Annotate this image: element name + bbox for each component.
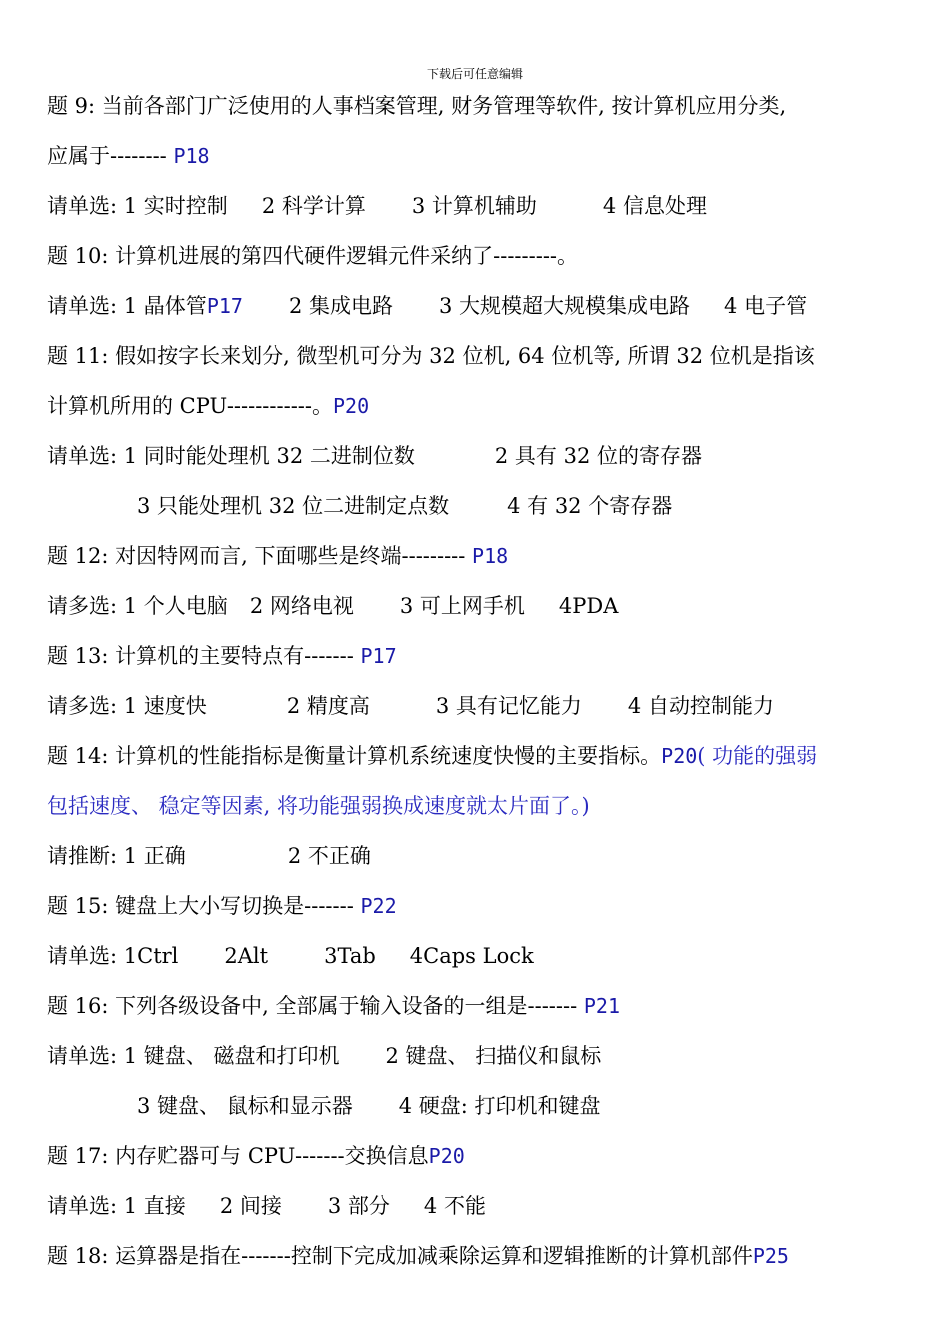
q12-stem: 题 12: 对因特网而言, 下面哪些是终端--------- P18 (47, 544, 509, 568)
q9-options: 请单选: 1 实时控制 2 科学计算 3 计算机辅助 4 信息处理 (47, 194, 707, 218)
q11-page-ref: P20 (332, 394, 370, 418)
q11-options-row2: 3 只能处理机 32 位二进制定点数 4 有 32 个寄存器 (137, 494, 673, 518)
q15-options: 请单选: 1Ctrl 2Alt 3Tab 4Caps Lock (47, 944, 534, 968)
q16-options-row1: 请单选: 1 键盘、 磁盘和打印机 2 键盘、 扫描仪和鼠标 (47, 1044, 602, 1068)
q14-options: 请推断: 1 正确 2 不正确 (47, 844, 371, 868)
q9-stem-line2: 应属于-------- P18 (47, 144, 210, 168)
q18-page-ref: P25 (752, 1244, 789, 1268)
q14-note-part1: ( 功能的强弱 (697, 744, 818, 768)
q9-stem-line1: 题 9: 当前各部门广泛使用的人事档案管理, 财务管理等软件, 按计算机应用分类, (47, 94, 787, 118)
q16-options-row2: 3 键盘、 鼠标和显示器 4 硬盘: 打印机和键盘 (137, 1094, 601, 1118)
q12-page-ref: P18 (472, 544, 509, 568)
q13-page-ref: P17 (360, 644, 397, 668)
q16-page-ref: P21 (583, 994, 620, 1018)
q18-stem: 题 18: 运算器是指在-------控制下完成加减乘除运算和逻辑推断的计算机部件P25 (47, 1244, 789, 1268)
q11-options-row1: 请单选: 1 同时能处理机 32 二进制位数 2 具有 32 位的寄存器 (47, 444, 702, 468)
q16-stem: 题 16: 下列各级设备中, 全部属于输入设备的一组是------- P21 (47, 994, 620, 1018)
q9-page-ref: P18 (173, 144, 210, 168)
q17-options: 请单选: 1 直接 2 间接 3 部分 4 不能 (47, 1194, 486, 1218)
q14-note-part2: 包括速度、 稳定等因素, 将功能强弱换成速度就太片面了。) (47, 794, 590, 818)
q13-options: 请多选: 1 速度快 2 精度高 3 具有记忆能力 4 自动控制能力 (47, 694, 774, 718)
q14-stem-line1: 题 14: 计算机的性能指标是衡量计算机系统速度快慢的主要指标。P20( 功能的强弱 (47, 744, 818, 768)
q17-stem: 题 17: 内存贮器可与 CPU-------交换信息P20 (47, 1144, 465, 1168)
q15-page-ref: P22 (360, 894, 397, 918)
q10-options: 请单选: 1 晶体管P17 2 集成电路 3 大规模超大规模集成电路 4 电子管 (47, 294, 808, 318)
q14-page-ref: P20 (661, 744, 698, 768)
q17-page-ref: P20 (428, 1144, 465, 1168)
page-header: 下载后可任意编辑 (426, 67, 523, 81)
q10-stem: 题 10: 计算机进展的第四代硬件逻辑元件采纳了---------。 (47, 244, 579, 268)
q10-page-ref: P17 (206, 294, 243, 318)
q11-stem-line2: 计算机所用的 CPU------------。P20 (47, 394, 370, 418)
q13-stem: 题 13: 计算机的主要特点有------- P17 (47, 644, 397, 668)
q15-stem: 题 15: 键盘上大小写切换是------- P22 (47, 894, 397, 918)
q11-stem-line1: 题 11: 假如按字长来划分, 微型机可分为 32 位机, 64 位机等, 所谓 32 位机是指该 (47, 344, 815, 368)
q12-options: 请多选: 1 个人电脑 2 网络电视 3 可上网手机 4PDA (47, 594, 619, 618)
